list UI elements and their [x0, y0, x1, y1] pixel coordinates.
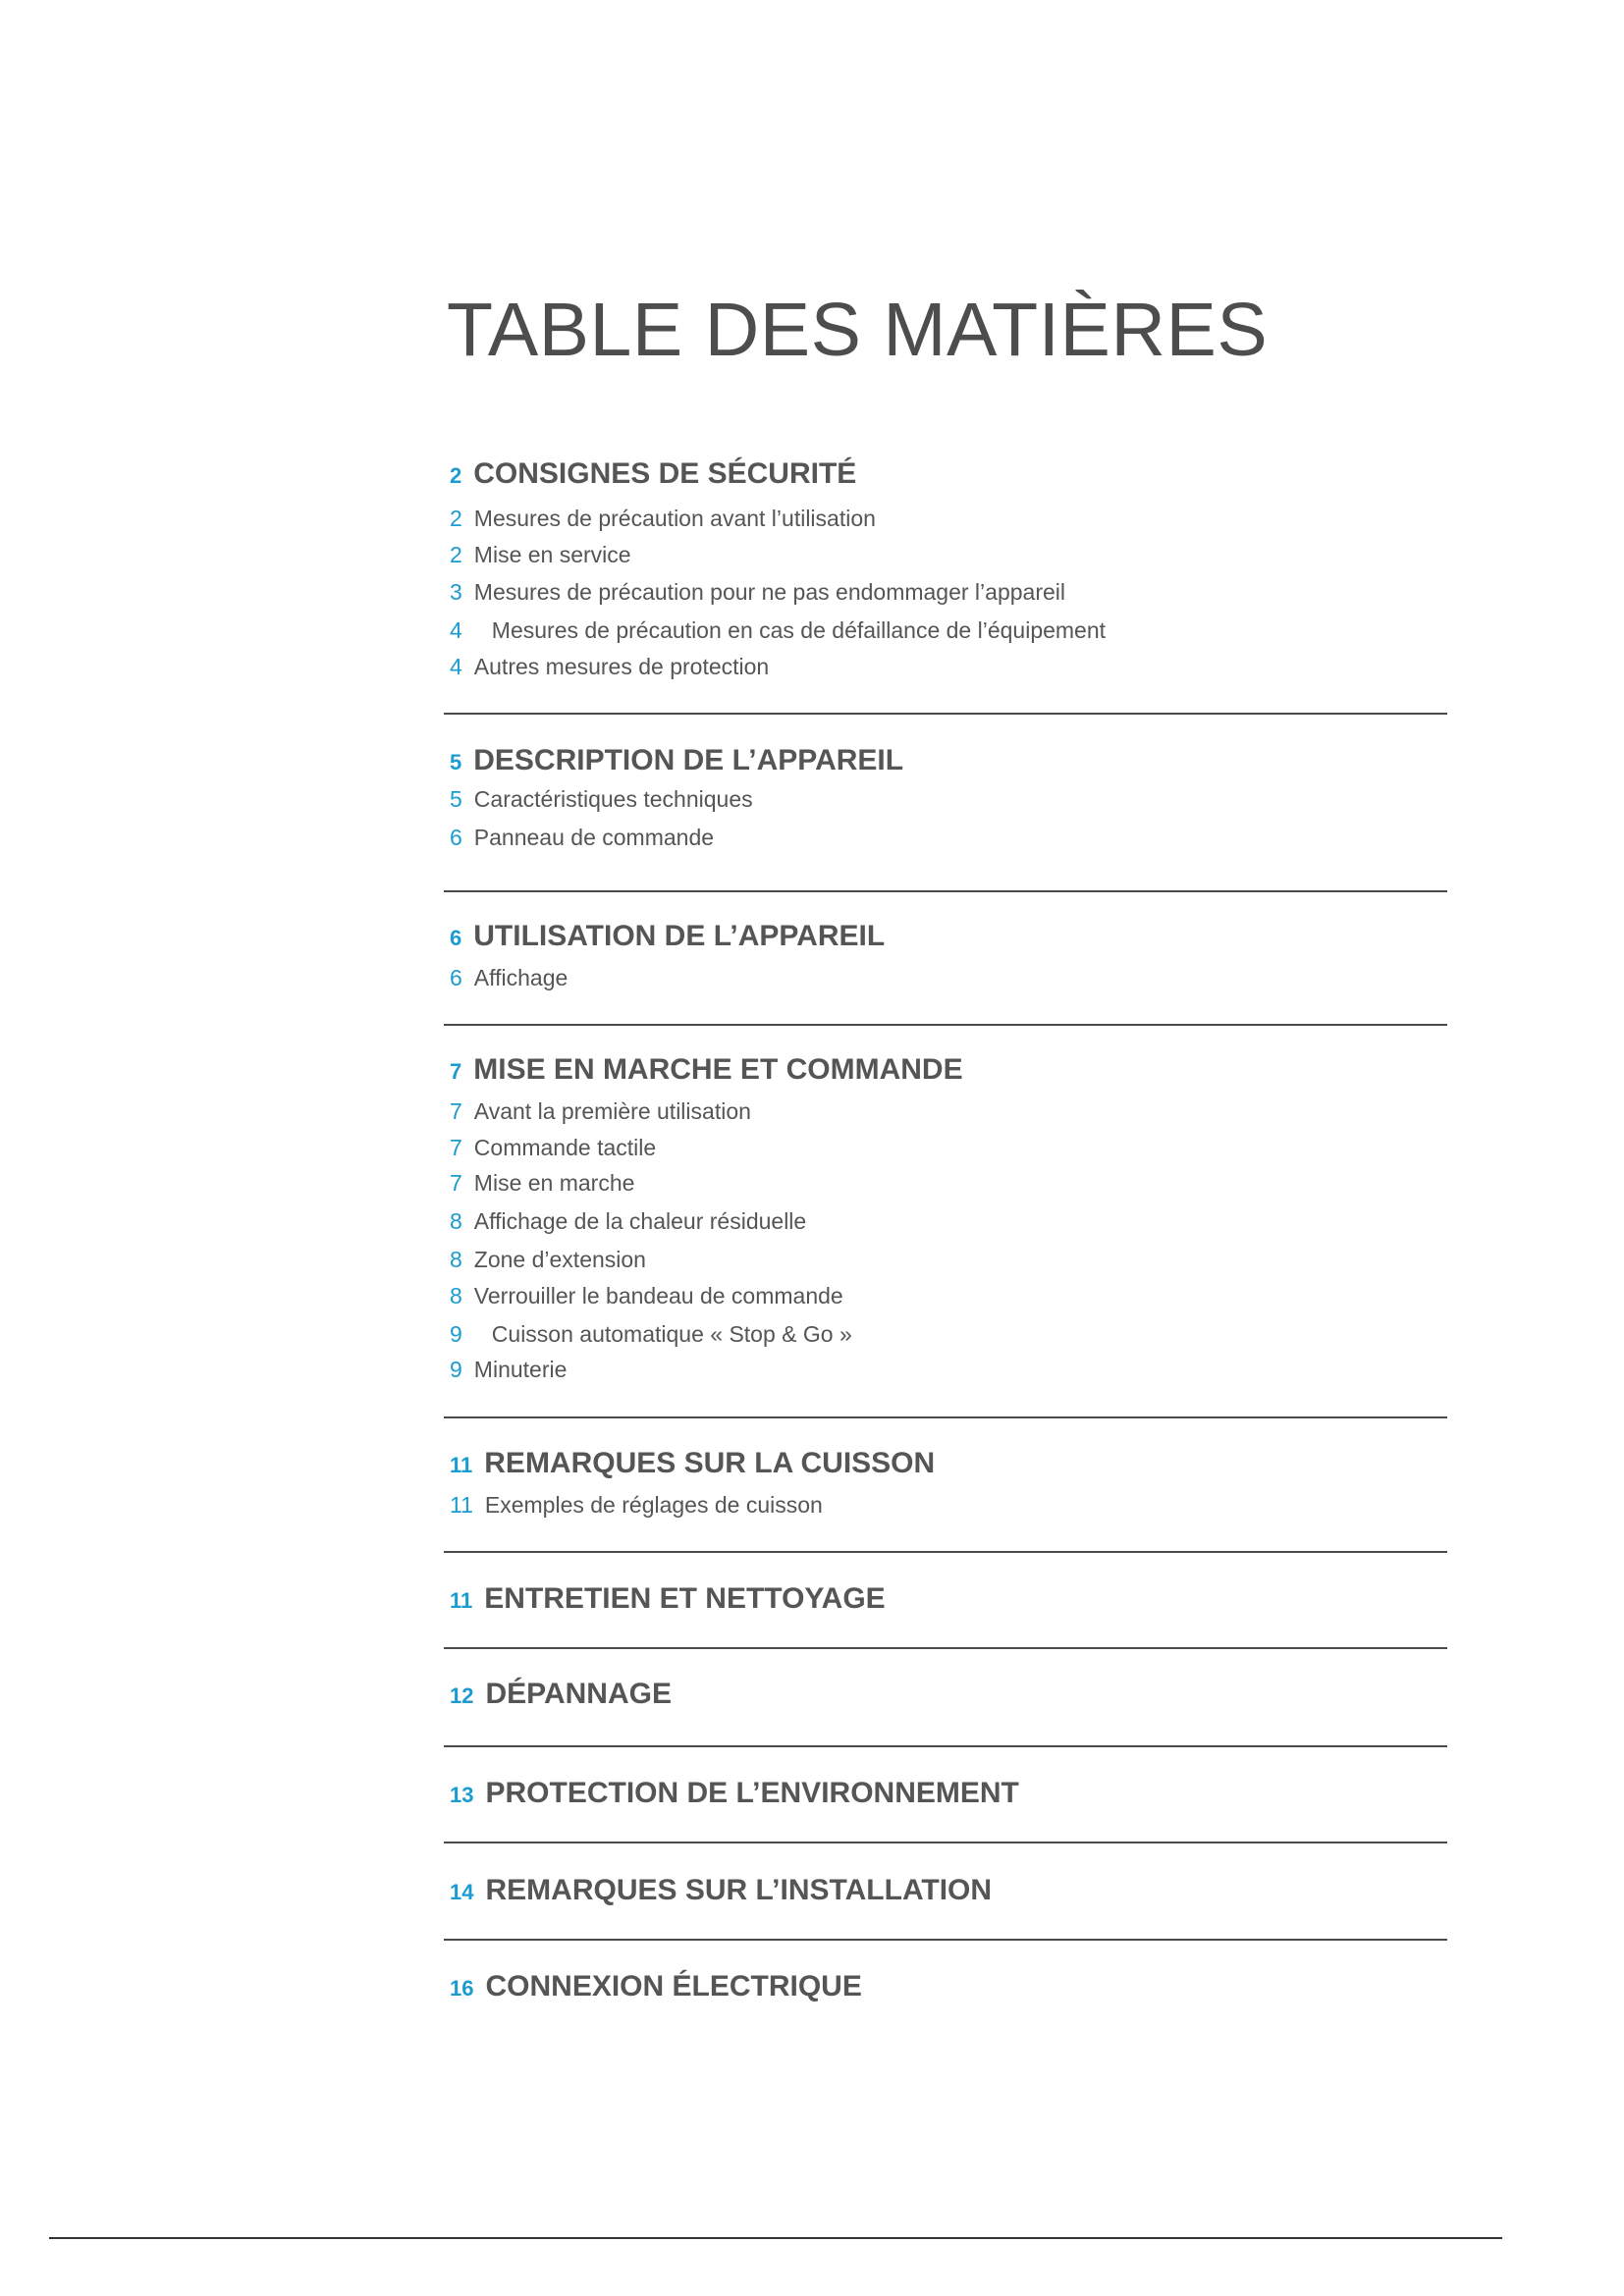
section-divider	[444, 1647, 1447, 1649]
section-title: PROTECTION DE L’ENVIRONNEMENT	[485, 1777, 1019, 1809]
entry-label: Cuisson automatique « Stop & Go »	[491, 1321, 852, 1347]
entry-page-number: 8	[450, 1283, 462, 1308]
section-divider	[444, 713, 1447, 715]
toc-entry[interactable]	[450, 1283, 843, 1309]
toc-entry[interactable]	[450, 1098, 751, 1125]
toc-entry[interactable]	[450, 1357, 567, 1383]
entry-label: Caractéristiques techniques	[473, 786, 753, 812]
entry-page-number: 9	[450, 1321, 462, 1347]
toc-entry[interactable]	[450, 965, 568, 991]
section-title: UTILISATION DE L’APPAREIL	[473, 920, 886, 952]
entry-page-number: 2	[450, 542, 462, 567]
section-divider	[444, 890, 1447, 892]
section-divider	[444, 1842, 1447, 1843]
section-heading[interactable]	[450, 1874, 992, 1913]
section-divider	[444, 1745, 1447, 1747]
entry-page-number: 7	[450, 1135, 462, 1160]
section-page-number: 12	[450, 1683, 474, 1708]
toc-entry[interactable]	[450, 617, 1106, 644]
section-divider	[444, 1939, 1447, 1941]
section-heading[interactable]	[450, 1970, 862, 2009]
footer-rule	[49, 2237, 1502, 2239]
section-page-number: 2	[450, 463, 462, 488]
entry-label: Autres mesures de protection	[473, 654, 770, 679]
entry-label: Avant la première utilisation	[473, 1098, 751, 1124]
section-title: MISE EN MARCHE ET COMMANDE	[473, 1053, 963, 1086]
section-heading[interactable]	[450, 1678, 672, 1717]
section-divider	[444, 1416, 1447, 1418]
section-page-number: 14	[450, 1880, 474, 1904]
section-title: REMARQUES SUR L’INSTALLATION	[485, 1874, 993, 1906]
entry-page-number: 2	[450, 506, 462, 531]
entry-label: Mise en service	[473, 542, 631, 567]
section-title: DESCRIPTION DE L’APPAREIL	[473, 744, 904, 776]
toc-entry[interactable]	[450, 1135, 656, 1161]
entry-page-number: 9	[450, 1357, 462, 1382]
section-page-number: 6	[450, 926, 462, 950]
toc-entry[interactable]	[450, 1208, 806, 1235]
entry-label: Affichage	[473, 965, 568, 990]
section-page-number: 5	[450, 750, 462, 774]
entry-page-number: 7	[450, 1098, 462, 1124]
entry-page-number: 6	[450, 825, 462, 850]
entry-label: Panneau de commande	[473, 825, 715, 850]
section-title: CONNEXION ÉLECTRIQUE	[485, 1970, 862, 2002]
section-title: CONSIGNES DE SÉCURITÉ	[473, 457, 857, 490]
toc-entry[interactable]	[450, 506, 876, 532]
toc-entry[interactable]	[450, 825, 714, 851]
entry-label: Zone d’extension	[473, 1247, 646, 1272]
entry-label: Exemples de réglages de cuisson	[484, 1492, 823, 1518]
toc-entry[interactable]	[450, 1321, 852, 1348]
entry-label: Verrouiller le bandeau de commande	[473, 1283, 843, 1308]
entry-page-number: 8	[450, 1208, 462, 1234]
section-title: DÉPANNAGE	[485, 1678, 672, 1710]
entry-label: Mise en marche	[473, 1170, 635, 1196]
entry-page-number: 11	[450, 1492, 473, 1518]
section-page-number: 11	[450, 1588, 473, 1613]
entry-label: Commande tactile	[473, 1135, 657, 1160]
section-page-number: 7	[450, 1059, 462, 1084]
page-title: TABLE DES MATIÈRES	[447, 288, 1269, 372]
entry-page-number: 8	[450, 1247, 462, 1272]
entry-label: Mesures de précaution en cas de défaillance de l’équipement	[491, 617, 1107, 643]
section-divider	[444, 1551, 1447, 1553]
section-heading[interactable]	[450, 744, 903, 783]
section-title: REMARQUES SUR LA CUISSON	[484, 1447, 936, 1479]
toc-entry[interactable]	[450, 1170, 634, 1197]
entry-page-number: 4	[450, 654, 462, 679]
entry-page-number: 3	[450, 579, 462, 605]
entry-page-number: 4	[450, 617, 462, 643]
toc-entry[interactable]	[450, 786, 753, 813]
entry-page-number: 6	[450, 965, 462, 990]
section-heading[interactable]	[450, 1447, 935, 1486]
section-page-number: 16	[450, 1976, 474, 2001]
entry-label: Mesures de précaution avant l’utilisation	[473, 506, 876, 531]
section-heading[interactable]	[450, 1582, 886, 1622]
section-heading[interactable]	[450, 1053, 963, 1093]
toc-entry[interactable]	[450, 1247, 646, 1273]
toc-entry[interactable]	[450, 1492, 823, 1519]
section-title: ENTRETIEN ET NETTOYAGE	[484, 1582, 886, 1615]
section-heading[interactable]	[450, 920, 885, 959]
entry-label: Mesures de précaution pour ne pas endommager l’appareil	[473, 579, 1065, 605]
section-page-number: 11	[450, 1453, 473, 1477]
section-heading[interactable]	[450, 1777, 1019, 1816]
entry-label: Affichage de la chaleur résiduelle	[473, 1208, 807, 1234]
toc-entry[interactable]	[450, 579, 1065, 606]
section-page-number: 13	[450, 1783, 474, 1807]
section-divider	[444, 1024, 1447, 1026]
entry-page-number: 5	[450, 786, 462, 812]
section-heading[interactable]	[450, 457, 856, 497]
entry-label: Minuterie	[473, 1357, 568, 1382]
toc-entry[interactable]	[450, 542, 631, 568]
entry-page-number: 7	[450, 1170, 462, 1196]
toc-entry[interactable]	[450, 654, 769, 680]
